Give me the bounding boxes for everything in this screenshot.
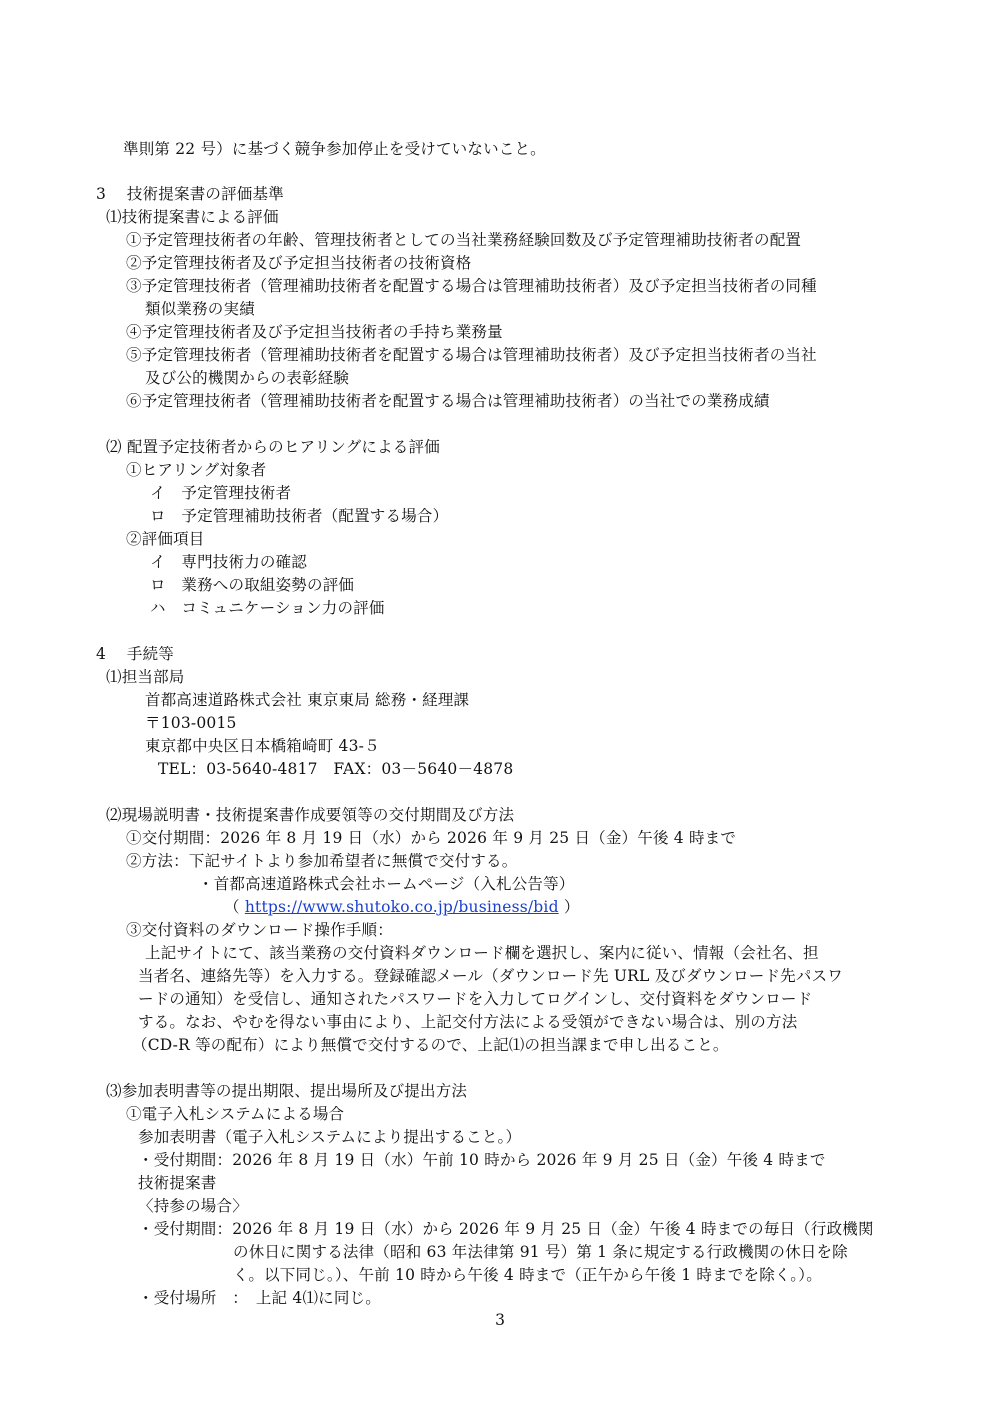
- text-line: 技術提案書: [138, 1174, 217, 1192]
- subsection-heading: ⑴担当部局: [106, 668, 185, 686]
- list-item: ②評価項目: [126, 530, 205, 548]
- list-item: ⑥予定管理技術者（管理補助技術者を配置する場合は管理補助技術者）の当社での業務成績: [126, 392, 770, 410]
- bullet-item-continued: の休日に関する法律（昭和 63 年法律第 91 号）第 1 条に規定する行政機関の休日を除: [233, 1243, 848, 1261]
- list-subitem: ハ コミュニケーション力の評価: [150, 599, 385, 617]
- list-subitem: ロ 予定管理補助技術者（配置する場合）: [150, 507, 449, 525]
- url-line: [224, 896, 580, 918]
- bullet-item: ・受付期間：2026 年 8 月 19 日（水）午前 10 時から 2026 年 9 月 25 日（金）午後 4 時まで: [138, 1151, 826, 1169]
- paren-open: （: [224, 898, 240, 916]
- bid-site-link[interactable]: https://www.shutoko.co.jp/business/bid: [244, 898, 559, 916]
- list-item: ③予定管理技術者（管理補助技術者を配置する場合は管理補助技術者）及び予定担当技術者の同種: [126, 277, 817, 295]
- list-item: ④予定管理技術者及び予定担当技術者の手持ち業務量: [126, 323, 503, 341]
- list-subitem: イ 予定管理技術者: [150, 484, 292, 502]
- subsection-heading: ⑴技術提案書による評価: [106, 208, 279, 226]
- list-item: ③交付資料のダウンロード操作手順：: [126, 921, 393, 939]
- bullet-item-continued: く。以下同じ。）、午前 10 時から午後 4 時まで（正午から午後 1 時までを除く。）。: [233, 1266, 822, 1284]
- list-item: ①ヒアリング対象者: [126, 461, 267, 479]
- bullet-item: ・首都高速道路株式会社ホームページ（入札公告等）: [198, 875, 575, 893]
- list-item: ⑤予定管理技術者（管理補助技術者を配置する場合は管理補助技術者）及び予定担当技術者の当社: [126, 346, 817, 364]
- section-heading: 4 手続等: [96, 645, 174, 663]
- section-heading: 3 技術提案書の評価基準: [96, 185, 284, 203]
- paragraph-line: 上記サイトにて、該当業務の交付資料ダウンロード欄を選択し、案内に従い、情報（会社名、担: [145, 944, 819, 962]
- text-line: 準則第 22 号）に基づく競争参加停止を受けていないこと。: [123, 140, 546, 158]
- postal-code: 〒103-0015: [145, 714, 237, 732]
- text-line: 〈持参の場合〉: [138, 1197, 248, 1215]
- list-item-continued: 及び公的機関からの表彰経験: [145, 369, 350, 387]
- text-line: 参加表明書（電子入札システムにより提出すること。）: [138, 1128, 522, 1146]
- list-item: ①予定管理技術者の年齢、管理技術者としての当社業務経験回数及び予定管理補助技術者の配置: [126, 231, 802, 249]
- list-item: ①交付期間：2026 年 8 月 19 日（水）から 2026 年 9 月 25 日（金）午後 4 時まで: [126, 829, 737, 847]
- list-subitem: イ 専門技術力の確認: [150, 553, 308, 571]
- page-number: 3: [495, 1311, 505, 1329]
- paren-close: ）: [563, 898, 580, 916]
- list-item: ①電子入札システムによる場合: [126, 1105, 345, 1123]
- paragraph-line: 当者名、連絡先等）を入力する。登録確認メール（ダウンロード先 URL 及びダウンロード先パスワ: [138, 967, 843, 985]
- list-subitem: ロ 業務への取組姿勢の評価: [150, 576, 355, 594]
- subsection-heading: ⑵ 配置予定技術者からのヒアリングによる評価: [106, 438, 440, 456]
- contact-line: TEL：03-5640-4817 FAX：03－5640－4878: [158, 760, 514, 778]
- subsection-heading: ⑶参加表明書等の提出期限、提出場所及び提出方法: [106, 1082, 468, 1100]
- paragraph-line: （CD-R 等の配布）により無償で交付するので、上記⑴の担当課まで申し出ること。: [132, 1036, 729, 1054]
- subsection-heading: ⑵現場説明書・技術提案書作成要領等の交付期間及び方法: [106, 806, 515, 824]
- paragraph-line: ードの通知）を受信し、通知されたパスワードを入力してログインし、交付資料をダウンロード: [138, 990, 813, 1008]
- bullet-item: ・受付場所 ： 上記 4⑴に同じ。: [138, 1289, 381, 1307]
- bullet-item: ・受付期間：2026 年 8 月 19 日（水）から 2026 年 9 月 25 日（金）午後 4 時までの毎日（行政機関: [138, 1220, 874, 1238]
- list-item-continued: 類似業務の実績: [145, 300, 255, 318]
- address-line: 東京都中央区日本橋箱崎町 43-５: [145, 737, 380, 755]
- paragraph-line: する。なお、やむを得ない事由により、上記交付方法による受領ができない場合は、別の方法: [138, 1013, 798, 1031]
- list-item: ②方法：下記サイトより参加希望者に無償で交付する。: [126, 852, 518, 870]
- address-line: 首都高速道路株式会社 東京東局 総務・経理課: [145, 691, 470, 709]
- list-item: ②予定管理技術者及び予定担当技術者の技術資格: [126, 254, 472, 272]
